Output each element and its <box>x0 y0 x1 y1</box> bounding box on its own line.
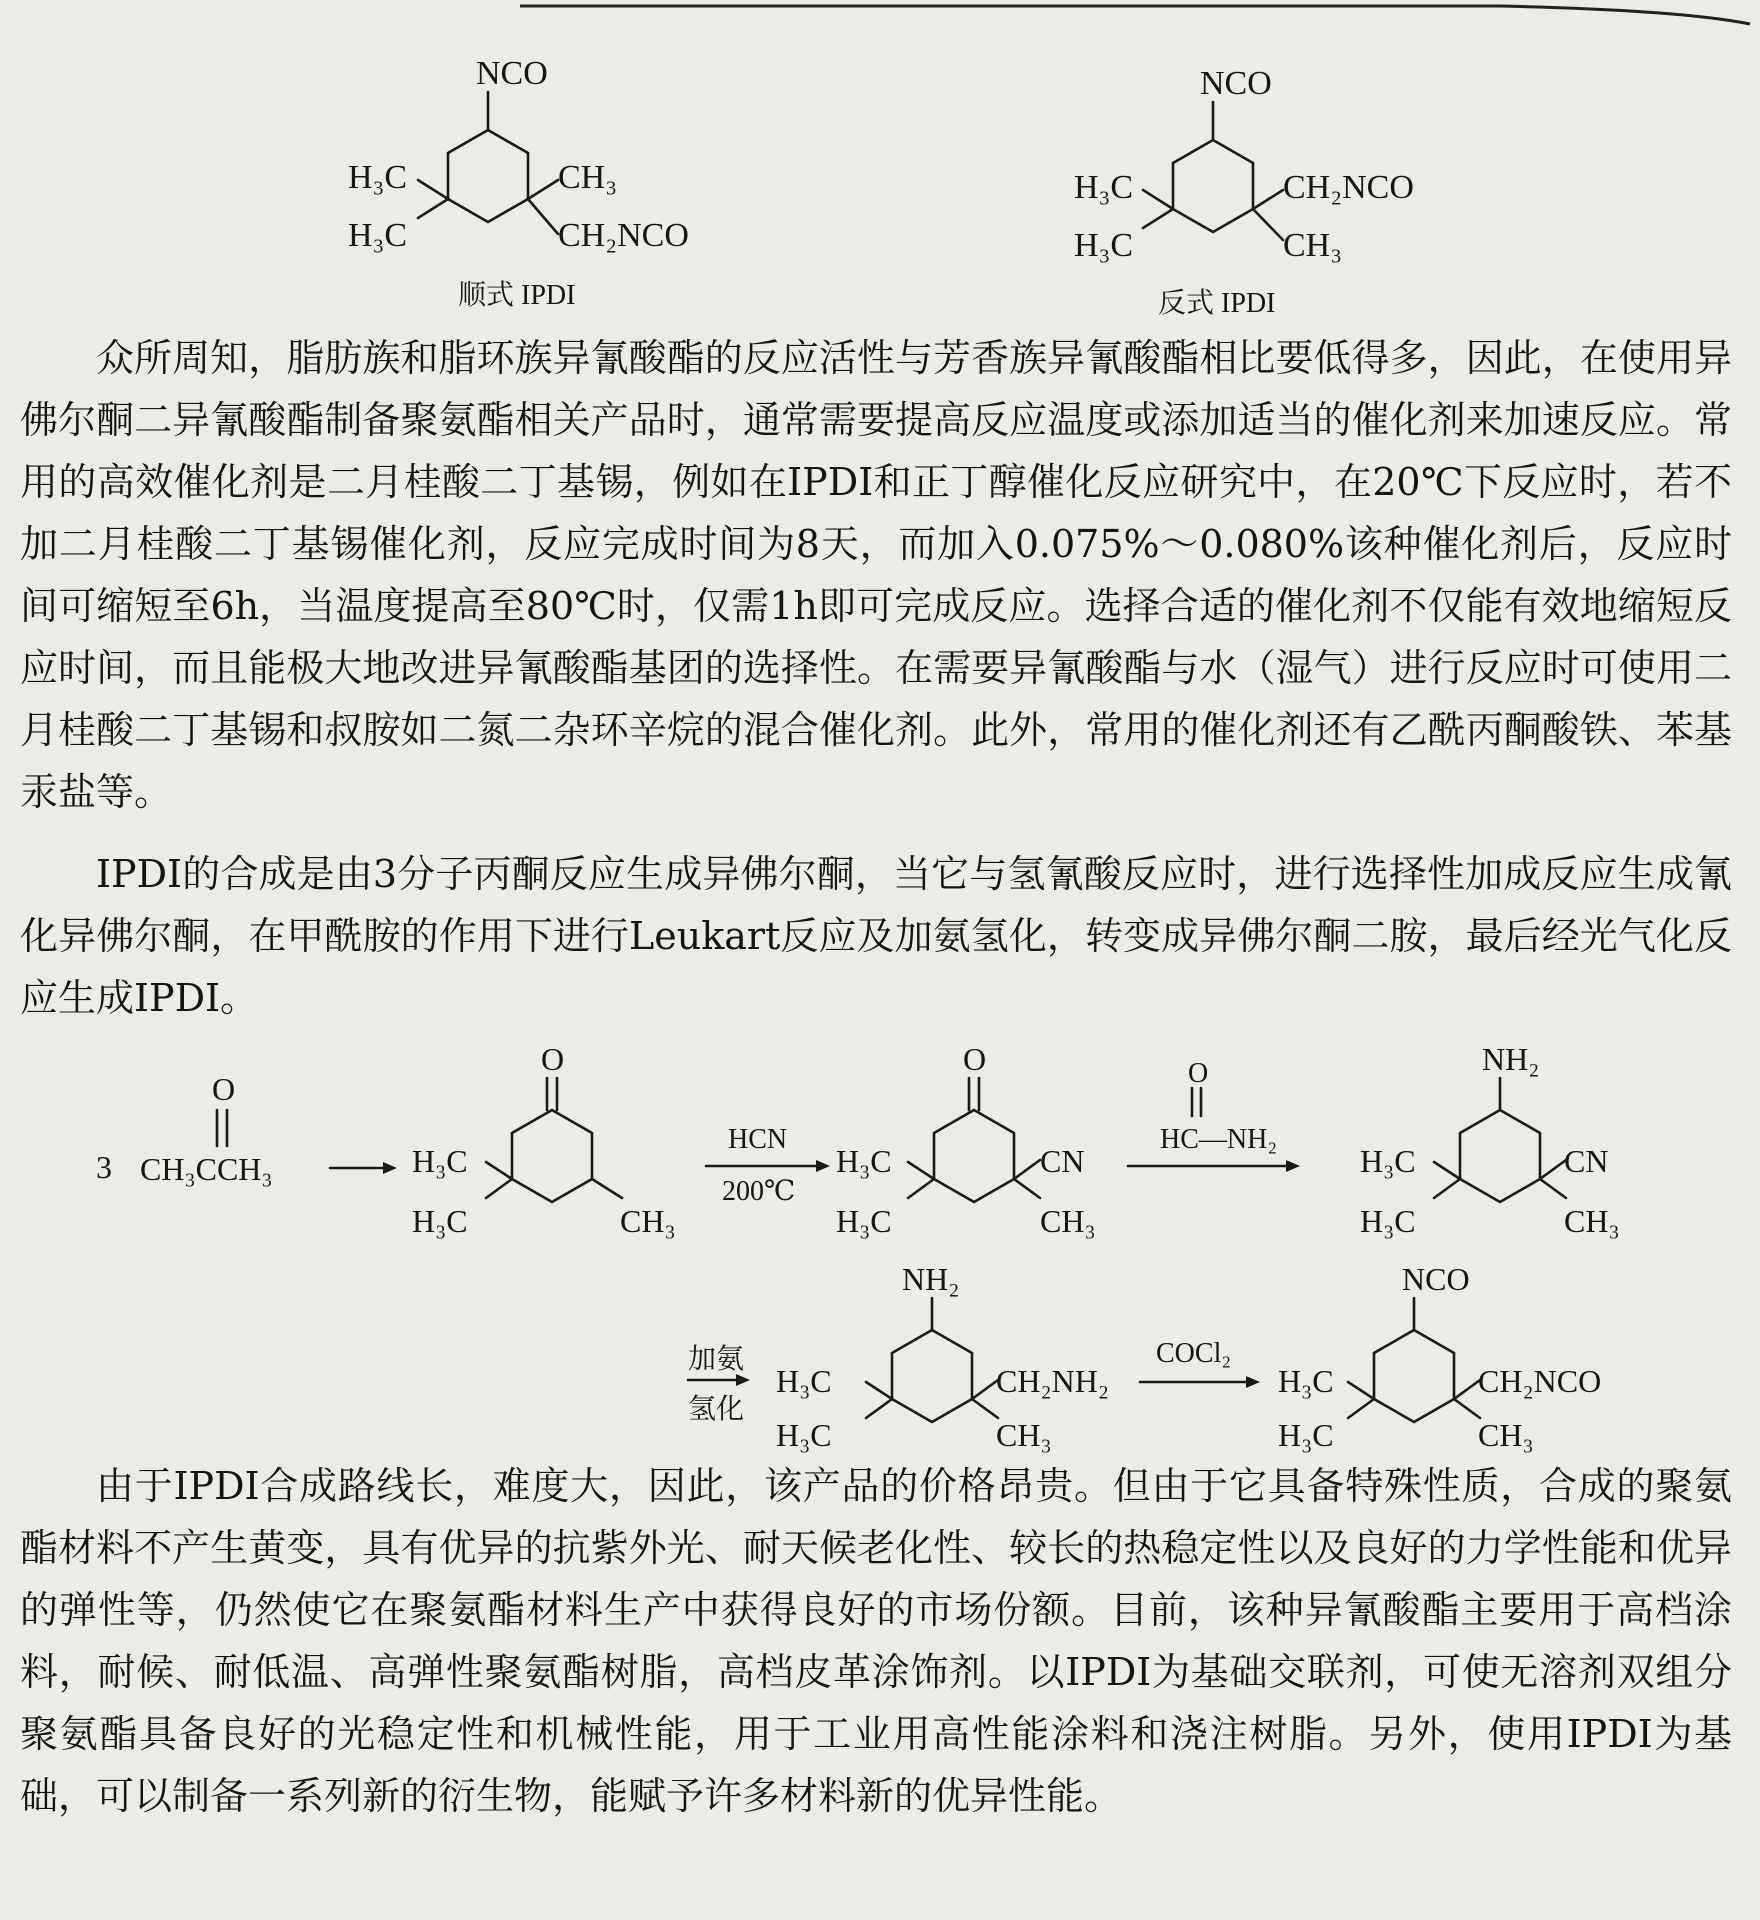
isophorone-diamine <box>776 1261 1109 1453</box>
cyano-oxygen: O <box>963 1041 987 1077</box>
cyano-right-lower: CH₃ <box>1040 1203 1096 1239</box>
synthesis-scheme <box>0 1025 1760 1455</box>
trans-top-group: NCO <box>1200 65 1272 102</box>
isophorone-right-lower: CH₃ <box>620 1203 676 1239</box>
step1-condition: 200℃ <box>722 1176 796 1207</box>
product-left-lower: H₃C <box>1278 1417 1334 1453</box>
isophorone-left-upper: H₃C <box>412 1143 468 1179</box>
ipdi-product <box>1278 1261 1601 1453</box>
trans-left-lower: H₃C <box>1074 227 1134 264</box>
diamine-right-upper: CH₂NH₂ <box>996 1363 1109 1399</box>
trans-left-upper: H₃C <box>1074 169 1134 206</box>
isophorone <box>412 1041 676 1239</box>
aminonitrile <box>1360 1041 1620 1239</box>
step2-oxygen: O <box>1188 1058 1209 1089</box>
trans-right-lower: CH₃ <box>1283 227 1343 264</box>
isophorone-oxygen: O <box>541 1041 565 1077</box>
step3-top-label: 加氨 <box>688 1344 745 1375</box>
step3-bottom-label: 氢化 <box>688 1394 745 1425</box>
diamine-left-lower: H₃C <box>776 1417 832 1453</box>
aminonitrile-left-lower: H₃C <box>1360 1203 1416 1239</box>
paragraph-catalysts: 众所周知，脂肪族和脂环族异氰酸酯的反应活性与芳香族异氰酸酯相比要低得多，因此，在使用异佛尔酮二异氰酸酯制备聚氨酯相关产品时，通常需要提高反应温度或添加适当的催化剂来加速反应。常用的高效催化剂是二月桂酸二丁基锡，例如在IPDI和正丁醇催化反应研究中，在20℃下反应时，若不加二月桂酸二丁基锡催化剂，反应完成时间为8天，而加入0.075%～0.080%该种催化剂后，反应时间可缩短至6h，当温度提高至80℃时，仅需1h即可完成反应。选择合适的催化剂不仅能有效地缩短反应时间，而且能极大地改进异氰酸酯基团的选择性。在需要异氰酸酯与水（湿气）进行反应时可使用二月桂酸二丁基锡和叔胺如二氮二杂环辛烷的混合催化剂。此外，常用的催化剂还有乙酰丙酮酸铁、苯基汞盐等。 <box>20 336 1732 814</box>
page-top-rule <box>520 0 1760 40</box>
trans-ring <box>1173 140 1253 232</box>
isophorone-left-lower: H₃C <box>412 1203 468 1239</box>
product-left-upper: H₃C <box>1278 1363 1334 1399</box>
acetone <box>96 1071 273 1187</box>
acetone-formula: CH₃CCH₃ <box>140 1151 273 1187</box>
isomer-structures <box>0 40 1760 330</box>
diamine-right-lower: CH₃ <box>996 1417 1052 1453</box>
product-right-lower: CH₃ <box>1478 1417 1534 1453</box>
acetone-coefficient: 3 <box>96 1149 112 1185</box>
paragraph-applications: 由于IPDI合成路线长，难度大，因此，该产品的价格昂贵。但由于它具备特殊性质，合成的聚氨酯材料不产生黄变，具有优异的抗紫外光、耐天候老化性、较长的热稳定性以及良好的力学性能和优异的弹性等，仍然使它在聚氨酯材料生产中获得良好的市场份额。目前，该种异氰酸酯主要用于高档涂料，耐候、耐低温、高弹性聚氨酯树脂，高档皮革涂饰剂。以IPDI为基础交联剂，可使无溶剂双组分聚氨酯具备良好的光稳定性和机械性能，用于工业用高性能涂料和浇注树脂。另外，使用IPDI为基础，可以制备一系列新的衍生物，能赋予许多材料新的优异性能。 <box>20 1464 1732 1818</box>
cis-ring <box>448 130 528 222</box>
acetone-oxygen: O <box>212 1071 236 1107</box>
cis-ipdi-structure <box>348 55 689 311</box>
product-top: NCO <box>1402 1261 1470 1297</box>
diamine-top: NH₂ <box>902 1261 960 1297</box>
aminonitrile-right-upper: CN <box>1564 1143 1609 1179</box>
diamine-left-upper: H₃C <box>776 1363 832 1399</box>
cis-left-lower: H₃C <box>348 217 408 254</box>
aminonitrile-right-lower: CH₃ <box>1564 1203 1620 1239</box>
cis-right-upper: CH₃ <box>558 159 618 196</box>
trans-right-upper: CH₂NCO <box>1283 169 1414 206</box>
step4-reagent: COCl₂ <box>1156 1338 1232 1369</box>
step1-reagent: HCN <box>728 1124 788 1155</box>
paragraph-synthesis: IPDI的合成是由3分子丙酮反应生成异佛尔酮，当它与氢氰酸反应时，进行选择性加成反应生成氰化异佛尔酮，在甲酰胺的作用下进行Leukart反应及加氨氢化，转变成异佛尔酮二胺，最后经光气化反应生成IPDI。 <box>20 852 1732 1020</box>
aminonitrile-top: NH₂ <box>1482 1041 1540 1077</box>
cyano-left-lower: H₃C <box>836 1203 892 1239</box>
cis-caption: 顺式 IPDI <box>458 280 576 311</box>
cyano-left-upper: H₃C <box>836 1143 892 1179</box>
cis-right-lower: CH₂NCO <box>558 217 689 254</box>
cyano-isophorone <box>836 1041 1096 1239</box>
cyano-right-upper: CN <box>1040 1143 1085 1179</box>
step2-reagent: HC—NH₂ <box>1160 1124 1278 1155</box>
product-right-upper: CH₂NCO <box>1478 1363 1602 1399</box>
cis-top-group: NCO <box>476 55 548 92</box>
trans-ipdi-structure <box>1074 65 1414 319</box>
aminonitrile-left-upper: H₃C <box>1360 1143 1416 1179</box>
cis-left-upper: H₃C <box>348 159 408 196</box>
trans-caption: 反式 IPDI <box>1158 288 1276 319</box>
